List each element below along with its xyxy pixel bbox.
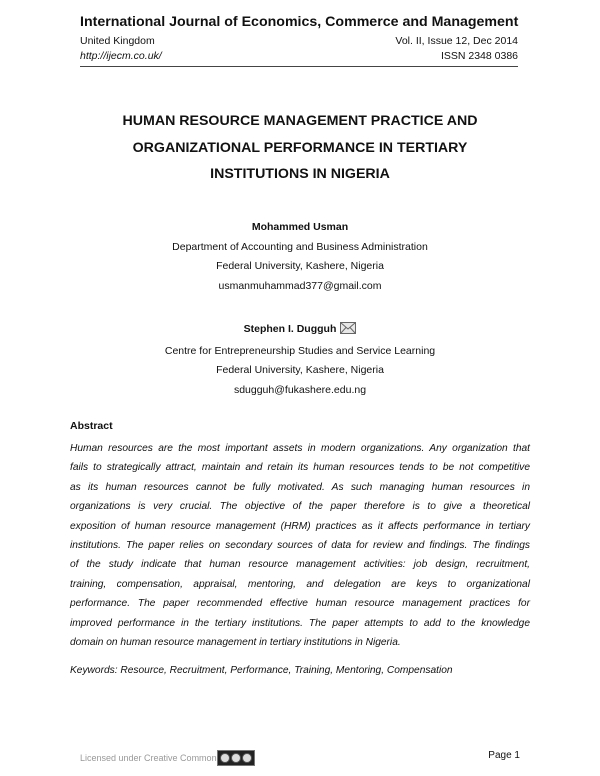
author-email[interactable]: sdugguh@fukashere.edu.ng bbox=[233, 383, 367, 396]
author-email[interactable]: usmanmuhammad377@gmail.com bbox=[218, 279, 382, 292]
author-institution: Federal University, Kashere, Nigeria bbox=[216, 260, 384, 272]
abstract-line: Human resources are the most important assets in modern organizations. Any organization that bbox=[70, 443, 530, 454]
abstract-line: institutions. The paper relies on secondary sources of data for review and findings. The findings bbox=[70, 540, 530, 552]
abstract-line: organizations is very crucial. The objective of the paper therefore is to give a theoretical bbox=[70, 501, 530, 513]
cc-by-nc-icon[interactable] bbox=[217, 750, 255, 766]
paper-title bbox=[60, 108, 540, 188]
title-line: HUMAN RESOURCE MANAGEMENT PRACTICE AND bbox=[122, 113, 478, 129]
footer-license bbox=[80, 750, 255, 766]
author-name: Stephen I. Dugguh bbox=[243, 323, 337, 335]
abstract-line: exposition of human resource management (HRM) practices as it affects performance in tertiary bbox=[70, 520, 530, 532]
abstract-line: performance. The paper recommended effective human resource management practices for bbox=[70, 598, 530, 610]
abstract-body bbox=[70, 439, 530, 652]
title-line: INSTITUTIONS IN NIGERIA bbox=[210, 166, 390, 182]
author-block-1 bbox=[60, 218, 540, 296]
abstract-line: fails to strategically attract, maintain and retain its human resources tends to be not competitive bbox=[70, 462, 530, 474]
volume-issue: Vol. II, Issue 12, Dec 2014 bbox=[395, 35, 518, 47]
journal-title: International Journal of Economics, Commerce and Management bbox=[80, 14, 519, 30]
header-row-1 bbox=[80, 35, 518, 47]
page-number: Page 1 bbox=[488, 750, 520, 761]
abstract-line: as its human resources cannot be fully motivated. As such managing human resources in bbox=[70, 481, 530, 493]
keywords: Keywords: Resource, Recruitment, Performance, Training, Mentoring, Compensation bbox=[70, 665, 453, 676]
abstract-line: improved performance in the tertiary institutions. The paper attempts to add to the knowledge bbox=[70, 617, 530, 629]
author-institution: Federal University, Kashere, Nigeria bbox=[216, 364, 384, 376]
abstract-line: training, compensation, appraisal, mentoring, and delegation are keys to organizational bbox=[70, 578, 530, 590]
abstract-heading: Abstract bbox=[70, 420, 113, 432]
title-line: ORGANIZATIONAL PERFORMANCE IN TERTIARY bbox=[132, 139, 468, 156]
author-name: Mohammed Usman bbox=[251, 221, 349, 233]
header-divider bbox=[80, 66, 518, 67]
author-block-2 bbox=[60, 320, 540, 400]
abstract-line: domain on human resource management in tertiary institutions in Nigeria. bbox=[70, 637, 401, 649]
journal-url[interactable]: http://ijecm.co.uk/ bbox=[80, 50, 162, 62]
header-row-2 bbox=[80, 50, 518, 62]
author-department: Centre for Entrepreneurship Studies and Service Learning bbox=[164, 344, 436, 357]
abstract-line: of the study indicate that human resource management activities: job design, recruitment, bbox=[70, 559, 530, 571]
license-text: Licensed under Creative Common bbox=[80, 753, 217, 763]
author-department: Department of Accounting and Business Administration bbox=[172, 240, 428, 253]
envelope-icon[interactable] bbox=[340, 322, 356, 342]
journal-country: United Kingdom bbox=[80, 35, 155, 47]
issn: ISSN 2348 0386 bbox=[440, 50, 518, 62]
